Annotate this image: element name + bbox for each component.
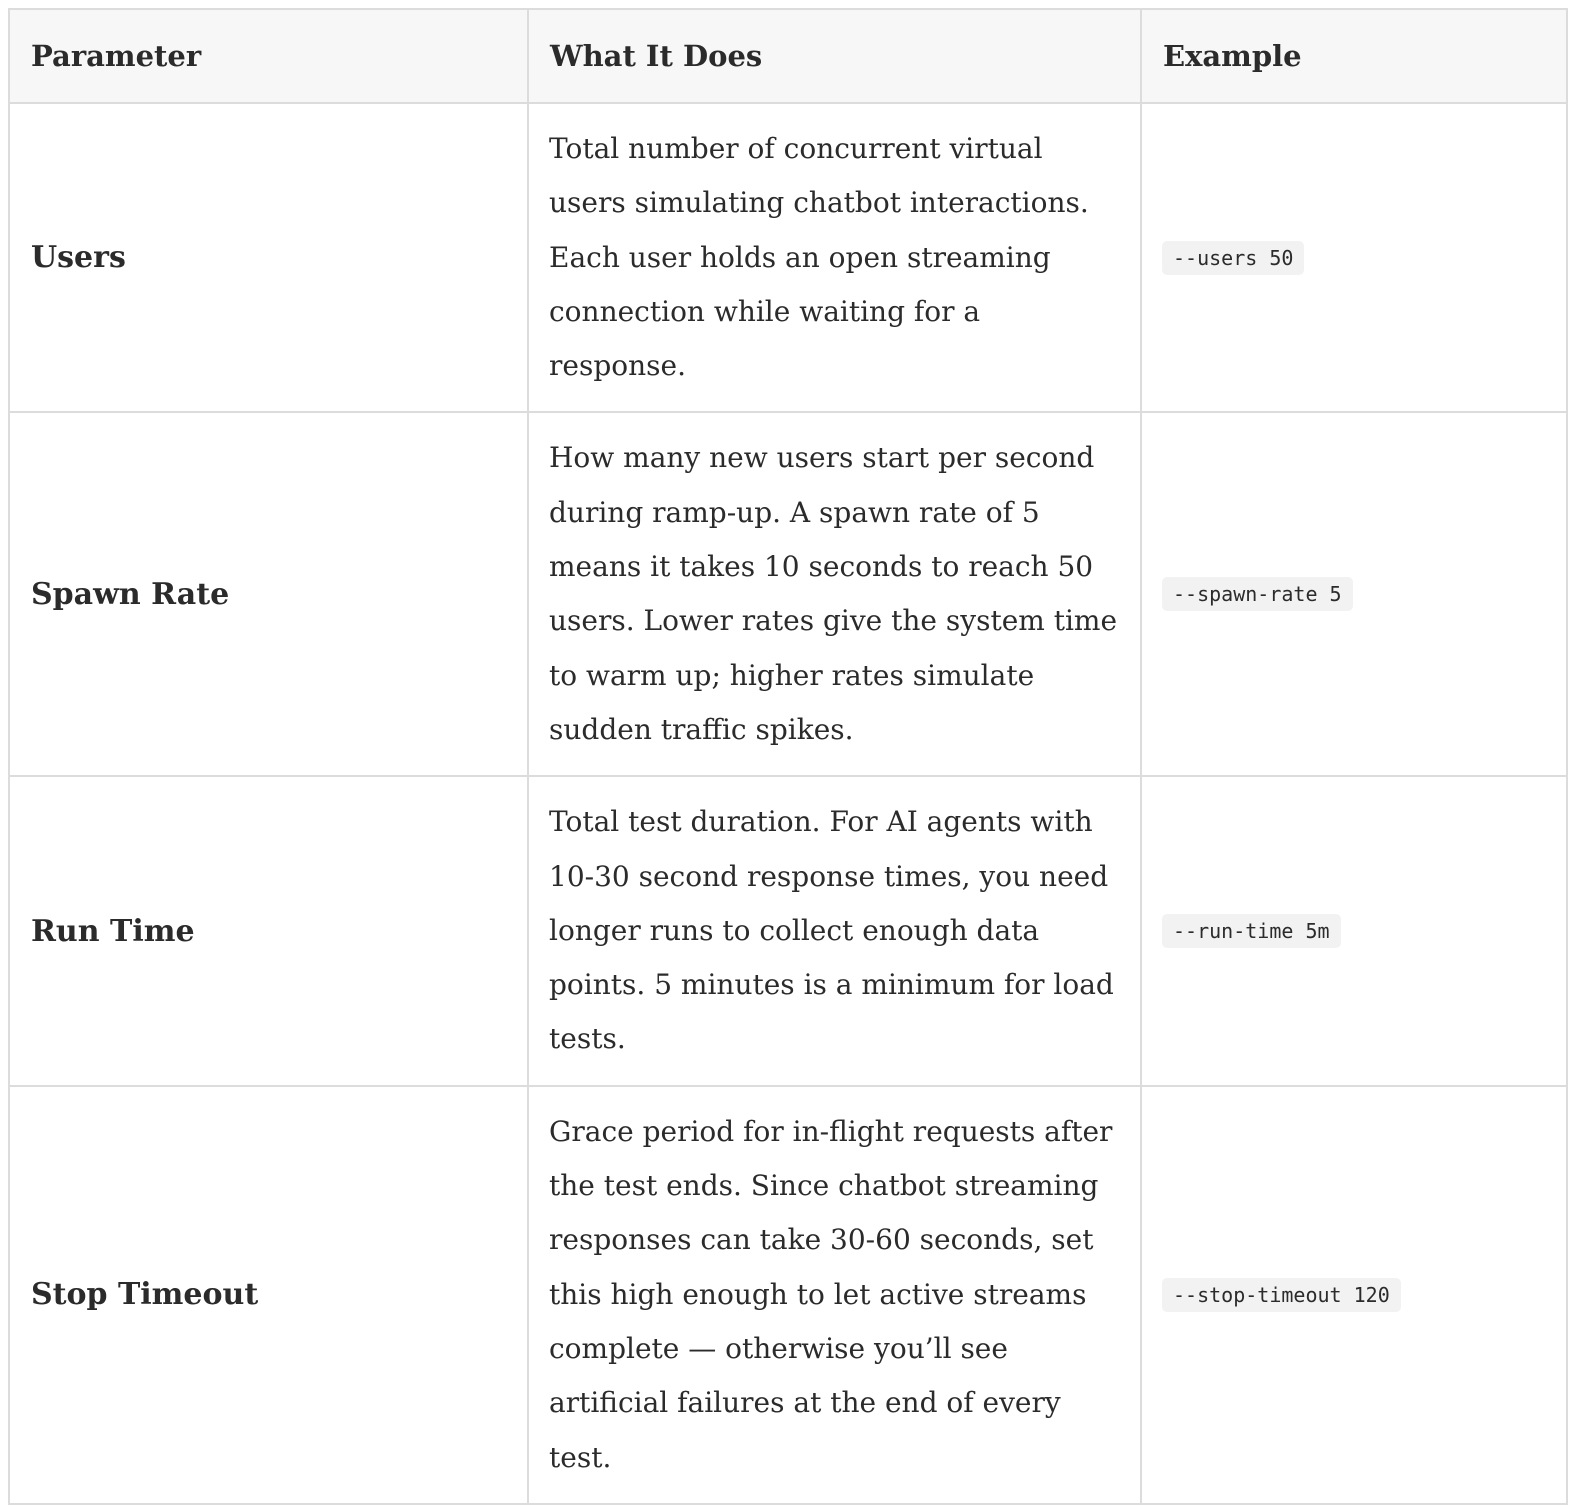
parameter-name: Stop Timeout [9,1086,528,1504]
parameter-description: Grace period for in-flight requests after the test ends. Since chatbot streaming responses can take 30-60 seconds, set this high enough to let active streams complete — otherwise you’ll see artificial failures at the end of every test. [528,1086,1141,1504]
table-row [9,103,1567,412]
example-code: --run-time 5m [1162,914,1341,948]
example-cell [1141,103,1567,412]
table-row [9,412,1567,776]
table-header [9,9,1567,103]
header-what-it-does: What It Does [528,9,1141,103]
parameter-description: Total test duration. For AI agents with 10-30 second response times, you need longer runs to collect enough data points. 5 minutes is a minimum for load tests. [528,776,1141,1085]
parameter-name: Spawn Rate [9,412,528,776]
example-code: --spawn-rate 5 [1162,577,1353,611]
table-row [9,776,1567,1085]
parameters-table [8,8,1568,1505]
parameter-name: Run Time [9,776,528,1085]
table-body [9,103,1567,1504]
header-row [9,9,1567,103]
parameter-name: Users [9,103,528,412]
parameter-description: How many new users start per second during ramp-up. A spawn rate of 5 means it takes 10 seconds to reach 50 users. Lower rates give the system time to warm up; higher rates simulate sudden traffic spikes. [528,412,1141,776]
table-row [9,1086,1567,1504]
parameter-description: Total number of concurrent virtual users simulating chatbot interactions. Each user holds an open streaming connection while waiting for a response. [528,103,1141,412]
example-code: --stop-timeout 120 [1162,1278,1401,1312]
example-code: --users 50 [1162,241,1304,275]
example-cell [1141,776,1567,1085]
header-parameter: Parameter [9,9,528,103]
example-cell [1141,412,1567,776]
header-example: Example [1141,9,1567,103]
example-cell [1141,1086,1567,1504]
